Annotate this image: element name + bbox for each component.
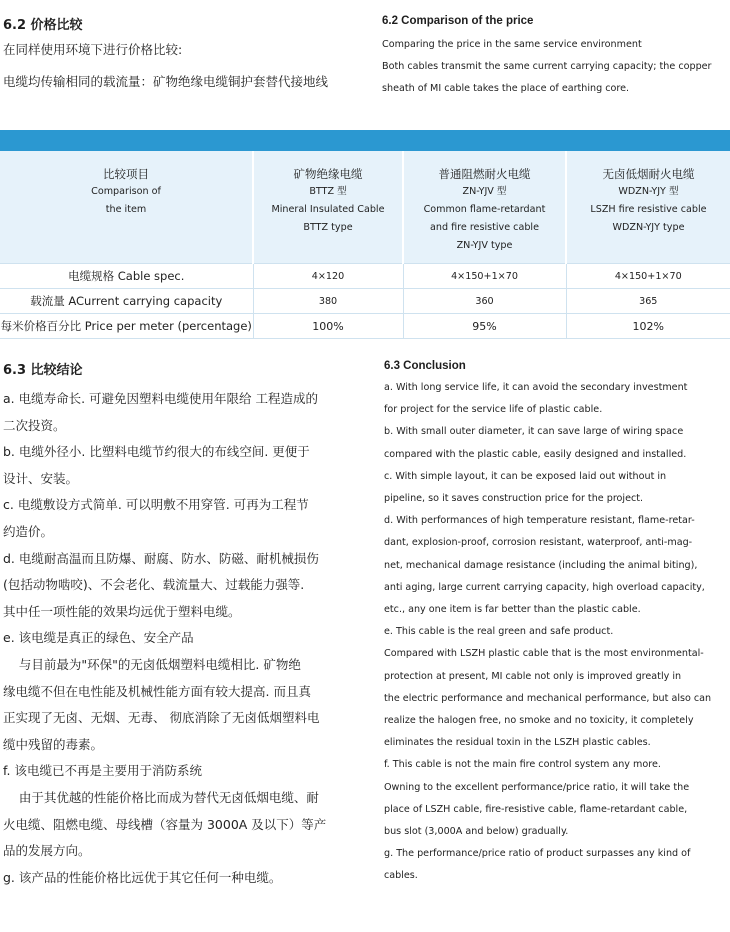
text-line: Compared with LSZH plastic cable that is the most environmental- xyxy=(384,648,704,660)
table-cell-label: 载流量 ACurrent carrying capacity xyxy=(0,289,253,314)
table-row xyxy=(0,264,730,289)
section-heading-6-2-en: 6.2 Comparison of the price xyxy=(382,15,534,27)
table-cell: 4×120 xyxy=(253,264,403,289)
text-line: 在同样使用环境下进行价格比较: xyxy=(3,42,183,57)
text-line: d. 电缆耐高温而且防爆、耐腐、防水、防磁、耐机械损伤 xyxy=(3,550,319,566)
text-line: e. 该电缆是真正的绿色、安全产品 xyxy=(3,630,194,646)
text-line: sheath of MI cable takes the place of earthing core. xyxy=(382,83,630,95)
table-cell: 360 xyxy=(403,289,566,314)
section-heading-6-3-zh: 6.3 比较结论 xyxy=(3,363,83,378)
table-cell-label: 电缆规格 Cable spec. xyxy=(0,264,253,289)
section-text-6-3-zh xyxy=(3,386,353,891)
comparison-table xyxy=(0,151,730,339)
header-cell-wdzn-yjy xyxy=(566,151,730,264)
header-line: the item xyxy=(105,204,147,215)
text-line: b. With small outer diameter, it can save large of wiring space xyxy=(384,426,684,438)
header-cell-item xyxy=(0,151,253,264)
text-line: place of LSZH cable, fire-resistive cable, flame-retardant cable, xyxy=(384,803,688,815)
text-line: c. With simple layout, it can be exposed laid out without in xyxy=(384,470,667,482)
table-cell: 380 xyxy=(253,289,403,314)
text-line: g. The performance/price ratio of product surpasses any kind of xyxy=(384,848,691,860)
text-line: b. 电缆外径小. 比塑料电缆节约很大的布线空间. 更便于 xyxy=(3,444,310,460)
table-header-row xyxy=(0,151,730,264)
section-text-6-2-en xyxy=(382,34,727,101)
text-line: 约造价。 xyxy=(3,523,54,539)
text-line: 二次投资。 xyxy=(3,417,66,433)
text-line: anti aging, large current carrying capacity, high overload capacity, xyxy=(384,581,705,593)
text-line: f. 该电缆已不再是主要用于消防系统 xyxy=(3,763,202,779)
text-line: etc., any one item is far better than the plastic cable. xyxy=(384,604,641,616)
section-heading-6-3-en: 6.3 Conclusion xyxy=(384,360,466,372)
text-line: net, mechanical damage resistance (including the animal biting), xyxy=(384,559,698,571)
header-line: ZN-YJV type xyxy=(456,240,513,251)
text-line: d. With performances of high temperature resistant, flame-retar- xyxy=(384,515,695,527)
text-line: 缘电缆不但在电性能及机械性能方面有较大提高. 而且真 xyxy=(3,683,311,699)
header-line: 矿物绝缘电缆 xyxy=(293,167,363,181)
header-line: ZN-YJV 型 xyxy=(462,186,507,197)
text-line: g. 该产品的性能价格比远优于其它任何一种电缆。 xyxy=(3,869,282,885)
table-cell: 365 xyxy=(566,289,730,314)
table-cell: 4×150+1×70 xyxy=(566,264,730,289)
header-line: 比较项目 xyxy=(103,167,149,181)
text-line: 正实现了无卤、无烟、无毒、 彻底消除了无卤低烟塑料电 xyxy=(3,710,320,726)
header-line: Comparison of xyxy=(91,186,161,197)
text-line: bus slot (3,000A and below) gradually. xyxy=(384,826,569,838)
text-line: 电缆均传输相同的载流量：矿物绝缘电缆铜护套替代接地线 xyxy=(3,74,329,89)
text-line: protection at present, MI cable not only is improved greatly in xyxy=(384,670,682,682)
header-line: Common flame-retardant xyxy=(423,204,546,215)
table-accent-band xyxy=(0,130,730,151)
section-text-6-2-zh xyxy=(3,38,363,94)
text-line: realize the halogen free, no smoke and no toxicity, it completely xyxy=(384,715,694,727)
section-heading-6-2-zh: 6.2 价格比较 xyxy=(3,18,83,33)
text-line: 其中任一项性能的效果均远优于塑料电缆。 xyxy=(3,603,241,619)
text-line: Both cables transmit the same current carrying capacity; the copper xyxy=(382,61,712,73)
text-line: 由于其优越的性能价格比而成为替代无卤低烟电缆、耐 xyxy=(3,789,319,805)
text-line: e. This cable is the real green and safe product. xyxy=(384,626,614,638)
text-line: 品的发展方向。 xyxy=(3,843,91,859)
header-line: BTTZ type xyxy=(303,222,353,233)
text-line: for project for the service life of plastic cable. xyxy=(384,404,603,416)
header-line: WDZN-YJY 型 xyxy=(618,186,679,197)
table-row xyxy=(0,289,730,314)
table-cell: 4×150+1×70 xyxy=(403,264,566,289)
text-line: (包括动物啮咬)、不会老化、载流量大、过载能力强等. xyxy=(3,577,305,593)
table-cell: 100% xyxy=(253,314,403,339)
header-cell-bttz xyxy=(253,151,403,264)
text-line: dant, explosion-proof, corrosion resistant, waterproof, anti-mag- xyxy=(384,537,693,549)
header-line: WDZN-YJY type xyxy=(612,222,685,233)
text-line: pipeline, so it saves construction price for the project. xyxy=(384,493,644,505)
header-line: and fire resistive cable xyxy=(430,222,539,233)
text-line: cables. xyxy=(384,870,418,882)
text-line: a. With long service life, it can avoid the secondary investment xyxy=(384,382,688,393)
section-text-6-3-en xyxy=(384,377,727,888)
header-line: LSZH fire resistive cable xyxy=(590,204,707,215)
header-line: 普通阻燃耐火电缆 xyxy=(438,167,531,181)
text-line: 设计、安装。 xyxy=(3,470,79,486)
text-line: 与目前最为"环保"的无卤低烟塑料电缆相比. 矿物绝 xyxy=(3,656,301,672)
text-line: 缆中残留的毒素。 xyxy=(3,736,104,752)
text-line: c. 电缆敷设方式简单. 可以明敷不用穿管. 可再为工程节 xyxy=(3,497,309,513)
table-cell-label: 每米价格百分比 Price per meter (percentage) xyxy=(0,314,253,339)
table-row xyxy=(0,314,730,339)
text-line: 火电缆、阻燃电缆、母线槽（容量为 3000A 及以下）等产 xyxy=(3,816,327,832)
header-line: BTTZ 型 xyxy=(309,186,347,197)
text-line: Comparing the price in the same service environment xyxy=(382,39,642,50)
text-line: compared with the plastic cable, easily designed and installed. xyxy=(384,448,687,460)
table-cell: 102% xyxy=(566,314,730,339)
header-line: Mineral Insulated Cable xyxy=(271,204,385,215)
text-line: eliminates the residual toxin in the LSZH plastic cables. xyxy=(384,737,651,749)
text-line: f. This cable is not the main fire control system any more. xyxy=(384,759,661,771)
header-line: 无卤低烟耐火电缆 xyxy=(602,167,695,181)
header-cell-zn-yjv xyxy=(403,151,566,264)
text-line: the electric performance and mechanical performance, but also can xyxy=(384,692,712,704)
text-line: Owning to the excellent performance/price ratio, it will take the xyxy=(384,781,690,793)
table-cell: 95% xyxy=(403,314,566,339)
text-line: a. 电缆寿命长. 可避免因塑料电缆使用年限给 工程造成的 xyxy=(3,391,319,406)
